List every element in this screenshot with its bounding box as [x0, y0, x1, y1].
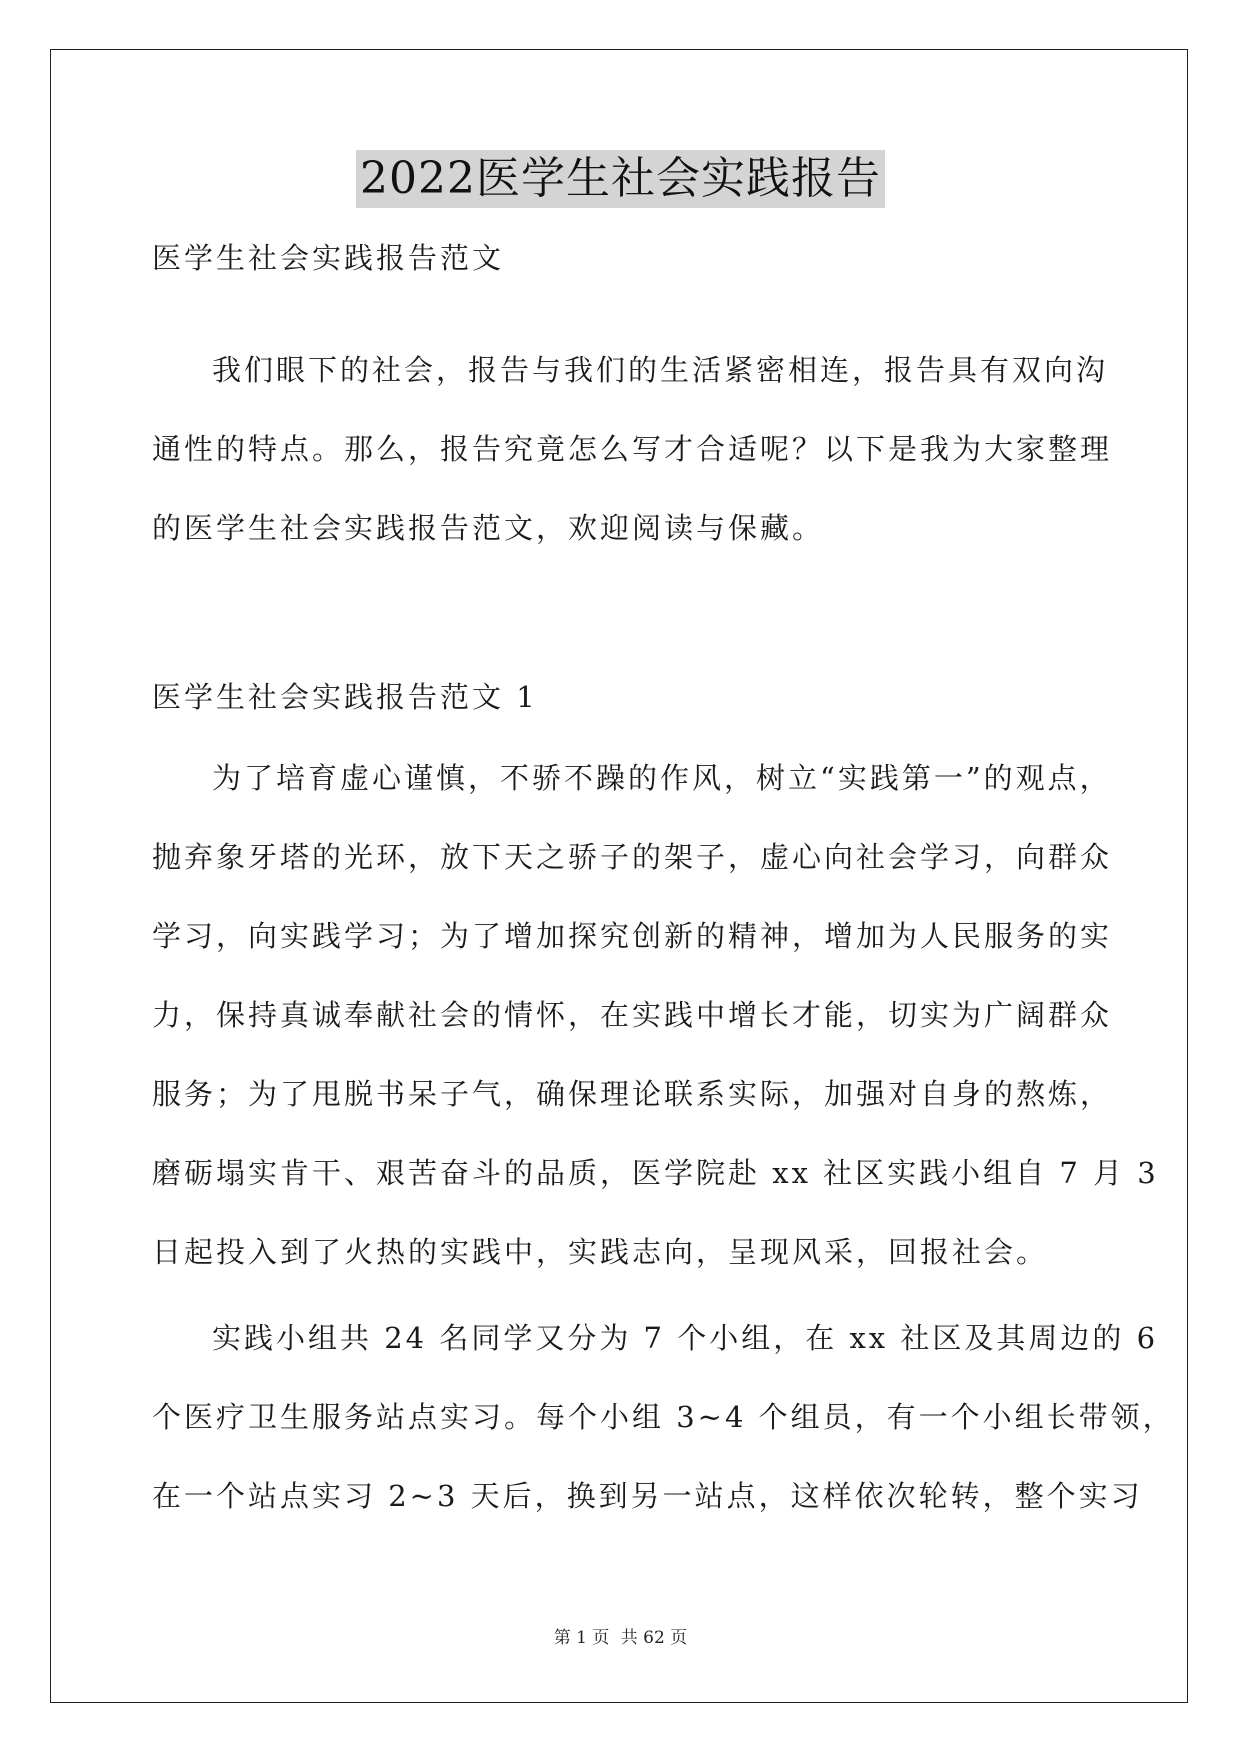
paragraph-line: 日起投入到了火热的实践中，实践志向，呈现风采，回报社会。 [152, 1235, 1049, 1269]
document-subtitle: 医学生社会实践报告范文 [152, 241, 505, 275]
intro-line: 的医学生社会实践报告范文，欢迎阅读与保藏。 [152, 511, 825, 545]
intro-line: 通性的特点。那么，报告究竟怎么写才合适呢？以下是我为大家整理 [152, 432, 1113, 466]
paragraph-line: 在一个站点实习 2~3 天后，换到另一站点，这样依次轮转，整个实习 [152, 1479, 1143, 1513]
paragraph-line: 服务；为了甩脱书呆子气，确保理论联系实际，加强对自身的熬炼， [152, 1077, 1113, 1111]
title-container [0, 150, 1241, 208]
intro-line: 我们眼下的社会，报告与我们的生活紧密相连，报告具有双向沟 [212, 353, 1109, 387]
paragraph-line: 个医疗卫生服务站点实习。每个小组 3~4 个组员，有一个小组长带领， [152, 1400, 1175, 1434]
paragraph-line: 学习，向实践学习；为了增加探究创新的精神，增加为人民服务的实 [152, 919, 1113, 953]
page-total: 共 62 页 [620, 1628, 688, 1648]
paragraph-line: 实践小组共 24 名同学又分为 7 个小组，在 xx 社区及其周边的 6 [212, 1321, 1159, 1355]
page-number: 第 1 页 [553, 1628, 610, 1648]
section-heading: 医学生社会实践报告范文 1 [152, 680, 538, 714]
page-footer [0, 1627, 1241, 1649]
document-title: 2022医学生社会实践报告 [356, 150, 885, 208]
paragraph-line: 磨砺塌实肯干、艰苦奋斗的品质，医学院赴 xx 社区实践小组自 7 月 3 [152, 1156, 1159, 1190]
paragraph-line: 抛弃象牙塔的光环，放下天之骄子的架子，虚心向社会学习，向群众 [152, 840, 1113, 874]
paragraph-line: 力，保持真诚奉献社会的情怀，在实践中增长才能，切实为广阔群众 [152, 998, 1113, 1032]
paragraph-line: 为了培育虚心谨慎，不骄不躁的作风，树立“实践第一”的观点， [212, 761, 1112, 795]
